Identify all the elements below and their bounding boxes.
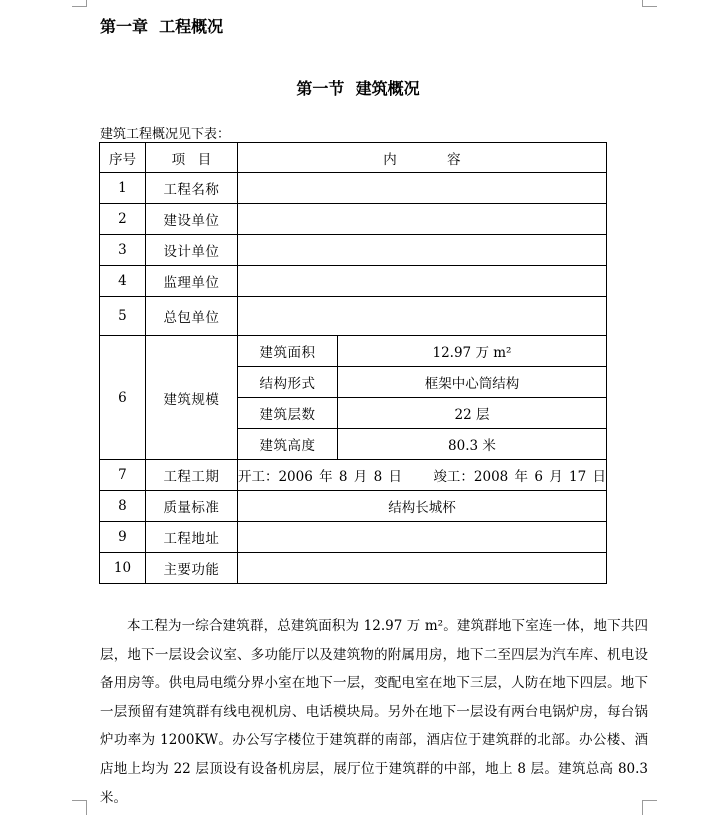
row-content: [237, 297, 606, 336]
sub-label: 建筑高度: [237, 429, 337, 460]
header-item: 项 目: [145, 143, 237, 173]
row-content: [237, 235, 606, 266]
row-content: [237, 204, 606, 235]
row-no: 5: [100, 297, 146, 336]
row-item: 工程工期: [145, 460, 237, 491]
row-content: [237, 522, 606, 553]
sub-value: 80.3 米: [337, 429, 606, 460]
table-row: [100, 297, 607, 336]
table-row: [100, 491, 607, 522]
chapter-title: 第一章 工程概况: [100, 17, 224, 36]
row-no: 4: [100, 266, 146, 297]
table-row-scale: [100, 336, 607, 367]
row-no: 6: [100, 336, 146, 460]
row-item: 建筑规模: [145, 336, 237, 460]
project-overview-table: [99, 142, 607, 584]
header-no: 序号: [100, 143, 146, 173]
row-content: 结构长城杯: [237, 491, 606, 522]
row-item: 监理单位: [145, 266, 237, 297]
row-no: 7: [100, 460, 146, 491]
table-row: [100, 235, 607, 266]
row-no: 2: [100, 204, 146, 235]
row-content: 开工：2006 年 8 月 8 日 竣工：2008 年 6 月 17 日: [237, 460, 606, 491]
table-intro-text: 建筑工程概况见下表：: [100, 127, 231, 142]
sub-value: 框架中心筒结构: [337, 367, 606, 398]
table-row: [100, 460, 607, 491]
table-row: [100, 204, 607, 235]
row-item: 工程地址: [145, 522, 237, 553]
row-content: [237, 553, 606, 584]
header-content: 内 容: [237, 143, 606, 173]
row-item: 建设单位: [145, 204, 237, 235]
sub-label: 建筑面积: [237, 336, 337, 367]
table-row: [100, 266, 607, 297]
row-item: 主要功能: [145, 553, 237, 584]
project-description-paragraph: 本工程为一综合建筑群，总建筑面积为 12.97 万 m²。建筑群地下室连一体，地下共四层，地下一层设会议室、多功能厅以及建筑物的附属用房，地下二至四层为汽车库、机电设备用房等。供电局电缆分界小室在地下一层，变配电室在地下三层，人防在地下四层。地下一层预留有建筑群有线电视机房、电话模块局。另外在地下一层设有两台电锅炉房，每台锅炉功率为 1200KW。办公写字楼位于建筑群的南部，酒店位于建筑群的北部。办公楼、酒店地上均为 22 层顶设有设备机房层，展厅位于建筑群的中部，地上 8 层。建筑总高 80.3 米。: [100, 618, 648, 806]
row-item: 设计单位: [145, 235, 237, 266]
row-no: 3: [100, 235, 146, 266]
page-corner-mark-top-right: [642, 0, 657, 7]
row-no: 1: [100, 173, 146, 204]
row-item: 总包单位: [145, 297, 237, 336]
table-header-row: [100, 143, 607, 173]
row-content: [237, 173, 606, 204]
section-title: 第一节 建筑概况: [296, 79, 420, 98]
table-row: [100, 173, 607, 204]
row-content: [237, 266, 606, 297]
sub-label: 建筑层数: [237, 398, 337, 429]
page-corner-mark-top-left: [72, 0, 87, 7]
sub-value: 22 层: [337, 398, 606, 429]
page-corner-mark-bottom-left: [72, 800, 87, 815]
sub-value: 12.97 万 m²: [337, 336, 606, 367]
row-item: 工程名称: [145, 173, 237, 204]
row-no: 8: [100, 491, 146, 522]
sub-label: 结构形式: [237, 367, 337, 398]
table-row: [100, 522, 607, 553]
row-item: 质量标准: [145, 491, 237, 522]
table-row: [100, 553, 607, 584]
row-no: 10: [100, 553, 146, 584]
row-no: 9: [100, 522, 146, 553]
